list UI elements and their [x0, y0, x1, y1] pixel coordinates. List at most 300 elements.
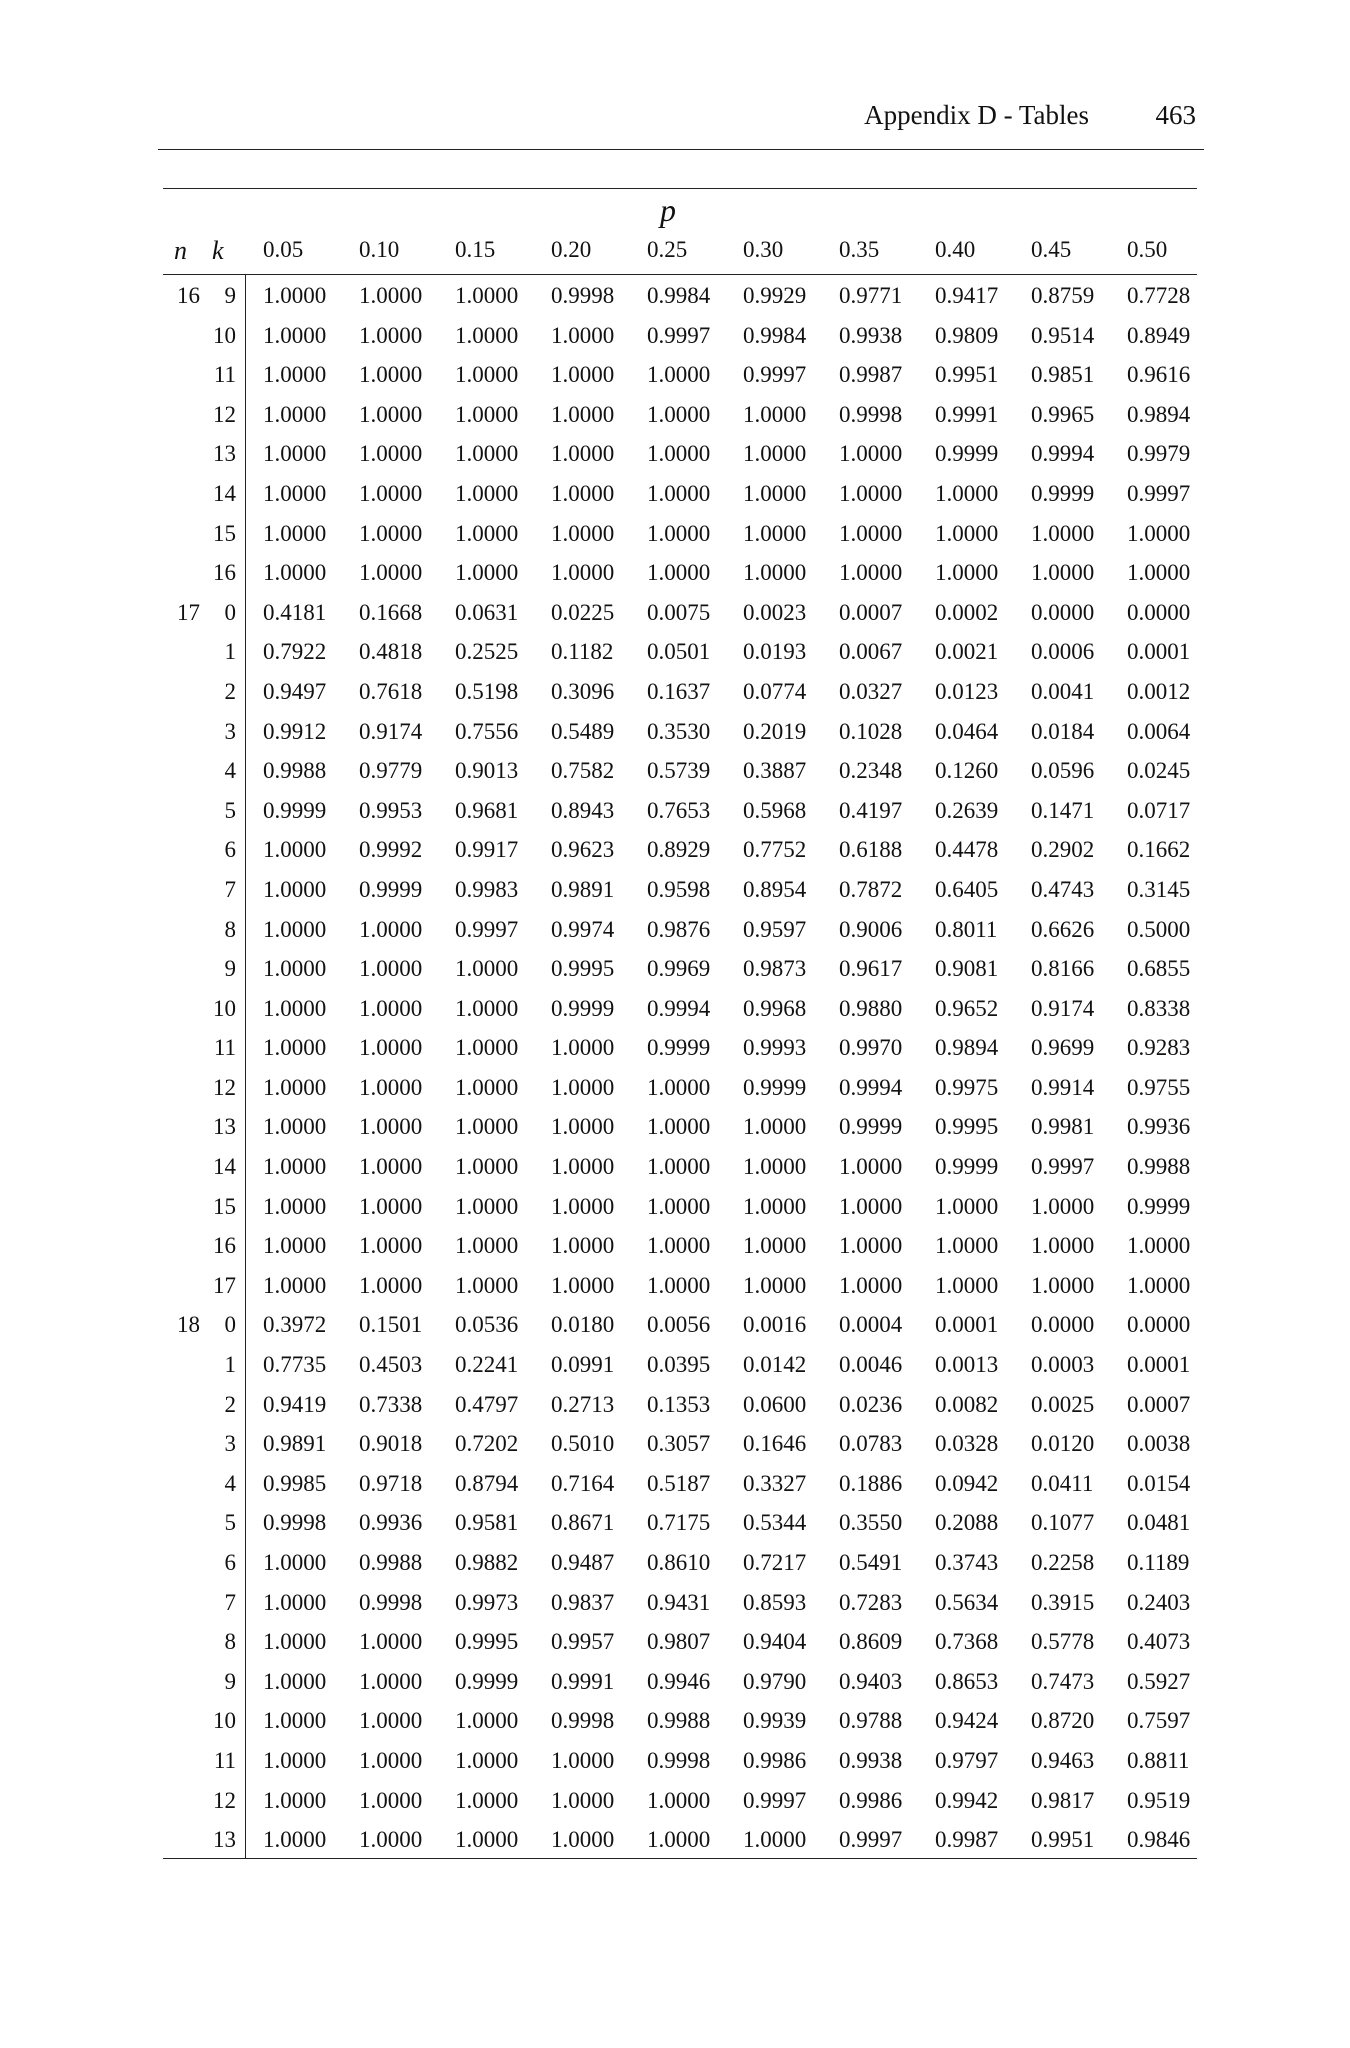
- probability-cell: 1.0000: [743, 1154, 807, 1180]
- probability-cell: 1.0000: [839, 1233, 903, 1259]
- probability-cell: 1.0000: [1127, 1272, 1191, 1298]
- probability-cell: 0.5968: [743, 797, 807, 823]
- table-row: [0, 1427, 1350, 1467]
- probability-cell: 0.4197: [839, 797, 903, 823]
- probability-cell: 0.9597: [743, 916, 807, 942]
- k-cell: 11: [213, 1035, 236, 1061]
- probability-cell: 0.8929: [647, 837, 711, 863]
- probability-cell: 1.0000: [551, 441, 615, 467]
- probability-cell: 1.0000: [455, 560, 519, 586]
- probability-cell: 1.0000: [455, 1827, 519, 1853]
- probability-cell: 1.0000: [359, 1629, 423, 1655]
- probability-cell: 0.9790: [743, 1668, 807, 1694]
- k-cell: 8: [224, 916, 236, 942]
- probability-cell: 0.9992: [359, 837, 423, 863]
- table-row: [0, 437, 1350, 477]
- probability-cell: 0.0025: [1031, 1391, 1095, 1417]
- probability-cell: 0.9809: [935, 322, 999, 348]
- p-header: 0.35: [839, 237, 880, 262]
- probability-cell: 1.0000: [647, 1233, 711, 1259]
- probability-cell: 0.9463: [1031, 1747, 1095, 1773]
- probability-cell: 1.0000: [743, 480, 807, 506]
- k-cell: 3: [224, 1431, 236, 1457]
- probability-cell: 0.9994: [1031, 441, 1095, 467]
- probability-cell: 1.0000: [839, 1154, 903, 1180]
- probability-cell: 0.3972: [263, 1312, 327, 1338]
- probability-cell: 0.4478: [935, 837, 999, 863]
- probability-cell: 0.0003: [1031, 1352, 1095, 1378]
- probability-cell: 0.9914: [1031, 1074, 1095, 1100]
- table-row: [0, 833, 1350, 873]
- probability-cell: 1.0000: [743, 560, 807, 586]
- probability-cell: 1.0000: [839, 520, 903, 546]
- probability-cell: 0.2019: [743, 718, 807, 744]
- probability-cell: 1.0000: [551, 1233, 615, 1259]
- probability-cell: 0.0225: [551, 599, 615, 625]
- table-row: [0, 1625, 1350, 1665]
- probability-cell: 1.0000: [551, 1272, 615, 1298]
- probability-cell: 0.9894: [935, 1035, 999, 1061]
- probability-cell: 0.0536: [455, 1312, 519, 1338]
- probability-cell: 1.0000: [263, 441, 327, 467]
- probability-cell: 1.0000: [647, 560, 711, 586]
- probability-cell: 0.9404: [743, 1629, 807, 1655]
- probability-cell: 0.0327: [839, 678, 903, 704]
- probability-cell: 0.9936: [1127, 1114, 1191, 1140]
- probability-cell: 0.7728: [1127, 283, 1191, 308]
- probability-cell: 0.9174: [1031, 995, 1095, 1021]
- probability-cell: 1.0000: [1031, 520, 1095, 546]
- probability-cell: 0.7217: [743, 1550, 807, 1575]
- probability-cell: 1.0000: [647, 520, 711, 546]
- table-bottom-rule: [163, 1858, 1197, 1859]
- probability-cell: 0.8671: [551, 1510, 615, 1536]
- probability-cell: 0.7164: [551, 1470, 615, 1496]
- probability-cell: 0.7202: [455, 1431, 519, 1457]
- probability-cell: 0.0041: [1031, 678, 1095, 704]
- probability-cell: 0.9957: [551, 1629, 615, 1655]
- table-row: [0, 1586, 1350, 1626]
- probability-cell: 0.9994: [647, 995, 711, 1021]
- probability-cell: 0.0001: [935, 1312, 999, 1338]
- probability-cell: 0.7618: [359, 678, 423, 704]
- probability-cell: 0.5927: [1127, 1668, 1191, 1694]
- probability-cell: 0.9973: [455, 1589, 519, 1615]
- probability-cell: 0.9997: [455, 916, 519, 942]
- probability-cell: 0.9807: [647, 1629, 711, 1655]
- probability-cell: 1.0000: [359, 441, 423, 467]
- probability-cell: 1.0000: [551, 1193, 615, 1219]
- probability-cell: 1.0000: [359, 916, 423, 942]
- probability-cell: 0.8011: [935, 916, 998, 942]
- probability-cell: 0.2902: [1031, 837, 1095, 863]
- table-row: [0, 1308, 1350, 1348]
- k-cell: 8: [224, 1629, 236, 1655]
- probability-cell: 1.0000: [359, 322, 423, 348]
- probability-cell: 0.9968: [743, 995, 807, 1021]
- probability-cell: 1.0000: [551, 1747, 615, 1773]
- probability-cell: 0.5489: [551, 718, 615, 744]
- table-row: [0, 1546, 1350, 1586]
- probability-cell: 1.0000: [263, 480, 327, 506]
- probability-cell: 0.3743: [935, 1550, 999, 1575]
- probability-cell: 1.0000: [455, 1074, 519, 1100]
- probability-cell: 0.9283: [1127, 1035, 1191, 1061]
- probability-cell: 1.0000: [263, 1233, 327, 1259]
- probability-cell: 0.7283: [839, 1589, 903, 1615]
- probability-cell: 0.9938: [839, 322, 903, 348]
- probability-cell: 0.9951: [935, 362, 999, 388]
- probability-cell: 0.8943: [551, 797, 615, 823]
- table-row: [0, 517, 1350, 557]
- probability-cell: 1.0000: [647, 1193, 711, 1219]
- probability-cell: 0.2348: [839, 758, 903, 784]
- probability-cell: 0.9424: [935, 1708, 999, 1734]
- probability-cell: 0.9652: [935, 995, 999, 1021]
- probability-cell: 1.0000: [359, 1233, 423, 1259]
- probability-cell: 0.1260: [935, 758, 999, 784]
- probability-cell: 1.0000: [455, 1035, 519, 1061]
- probability-cell: 0.9938: [839, 1747, 903, 1773]
- probability-cell: 1.0000: [551, 1827, 615, 1853]
- probability-cell: 0.9519: [1127, 1787, 1191, 1813]
- page-number: 463: [1155, 100, 1196, 130]
- k-cell: 13: [213, 1114, 236, 1140]
- probability-cell: 0.0016: [743, 1312, 807, 1338]
- probability-cell: 0.4743: [1031, 876, 1095, 902]
- probability-cell: 1.0000: [647, 1114, 711, 1140]
- probability-cell: 1.0000: [455, 1747, 519, 1773]
- probability-cell: 0.0082: [935, 1391, 999, 1417]
- probability-cell: 0.9988: [263, 758, 327, 784]
- k-cell: 7: [224, 876, 236, 902]
- probability-cell: 0.1077: [1031, 1510, 1095, 1536]
- probability-cell: 1.0000: [263, 283, 327, 308]
- probability-cell: 0.6405: [935, 876, 999, 902]
- probability-cell: 1.0000: [455, 480, 519, 506]
- k-cell: 0: [224, 1312, 236, 1338]
- p-header: 0.15: [455, 237, 496, 262]
- probability-cell: 0.9970: [839, 1035, 903, 1061]
- p-header: 0.25: [647, 237, 688, 262]
- probability-cell: 0.3915: [1031, 1589, 1095, 1615]
- probability-cell: 1.0000: [839, 560, 903, 586]
- probability-cell: 0.9936: [359, 1510, 423, 1536]
- k-header: k: [212, 236, 224, 265]
- probability-cell: 0.8811: [1127, 1747, 1190, 1773]
- n-cell: 17: [177, 599, 200, 625]
- table-row: [0, 1031, 1350, 1071]
- probability-cell: 0.1471: [1031, 797, 1095, 823]
- probability-cell: 0.0004: [839, 1312, 903, 1338]
- probability-cell: 0.0481: [1127, 1510, 1191, 1536]
- probability-cell: 0.0046: [839, 1352, 903, 1378]
- probability-cell: 0.9999: [935, 1154, 999, 1180]
- probability-cell: 1.0000: [935, 560, 999, 586]
- probability-cell: 0.0007: [839, 599, 903, 625]
- probability-cell: 1.0000: [551, 560, 615, 586]
- probability-cell: 1.0000: [263, 1154, 327, 1180]
- probability-cell: 0.9817: [1031, 1787, 1095, 1813]
- probability-cell: 0.9997: [839, 1827, 903, 1853]
- probability-cell: 0.7175: [647, 1510, 711, 1536]
- probability-cell: 0.9718: [359, 1470, 423, 1496]
- table-body: [0, 279, 1350, 1863]
- probability-cell: 1.0000: [455, 956, 519, 982]
- p-header: 0.50: [1127, 237, 1168, 262]
- probability-cell: 1.0000: [359, 1708, 423, 1734]
- probability-cell: 1.0000: [551, 1035, 615, 1061]
- probability-cell: 0.9699: [1031, 1035, 1095, 1061]
- table-row: [0, 675, 1350, 715]
- probability-cell: 0.9497: [263, 678, 327, 704]
- probability-cell: 0.9174: [359, 718, 423, 744]
- probability-cell: 1.0000: [647, 1272, 711, 1298]
- probability-cell: 0.9999: [1031, 480, 1095, 506]
- p-header: 0.45: [1031, 237, 1072, 262]
- probability-cell: 0.1662: [1127, 837, 1191, 863]
- probability-cell: 0.9984: [743, 322, 807, 348]
- probability-cell: 1.0000: [359, 520, 423, 546]
- probability-cell: 0.0783: [839, 1431, 903, 1457]
- page-header: [158, 96, 1204, 136]
- k-cell: 11: [213, 362, 236, 388]
- probability-cell: 0.6188: [839, 837, 903, 863]
- header-divider-rule: [163, 274, 1197, 275]
- probability-cell: 1.0000: [263, 995, 327, 1021]
- probability-cell: 1.0000: [359, 995, 423, 1021]
- probability-cell: 0.0328: [935, 1431, 999, 1457]
- probability-cell: 0.9999: [743, 1074, 807, 1100]
- probability-cell: 1.0000: [935, 1272, 999, 1298]
- probability-cell: 0.7872: [839, 876, 903, 902]
- probability-cell: 0.0002: [935, 599, 999, 625]
- p-header: 0.40: [935, 237, 976, 262]
- probability-cell: 0.9999: [935, 441, 999, 467]
- k-cell: 6: [224, 1550, 236, 1575]
- probability-cell: 0.9581: [455, 1510, 519, 1536]
- k-cell: 12: [213, 1787, 236, 1813]
- probability-cell: 1.0000: [359, 283, 423, 308]
- probability-cell: 1.0000: [1127, 520, 1191, 546]
- probability-cell: 0.5000: [1127, 916, 1191, 942]
- probability-cell: 0.3096: [551, 678, 615, 704]
- probability-cell: 0.0000: [1031, 1312, 1095, 1338]
- probability-cell: 0.0000: [1127, 1312, 1191, 1338]
- probability-cell: 0.9797: [935, 1747, 999, 1773]
- table-row: [0, 1071, 1350, 1111]
- probability-cell: 0.9986: [743, 1747, 807, 1773]
- probability-cell: 0.9997: [1031, 1154, 1095, 1180]
- probability-cell: 1.0000: [839, 480, 903, 506]
- probability-cell: 1.0000: [743, 1233, 807, 1259]
- probability-cell: 1.0000: [455, 1114, 519, 1140]
- probability-cell: 0.7368: [935, 1629, 999, 1655]
- probability-cell: 0.5344: [743, 1510, 807, 1536]
- probability-cell: 0.9999: [839, 1114, 903, 1140]
- probability-cell: 0.0180: [551, 1312, 615, 1338]
- table-row: [0, 1784, 1350, 1824]
- k-cell: 1: [224, 639, 236, 665]
- probability-cell: 0.2241: [455, 1352, 519, 1378]
- probability-cell: 0.4818: [359, 639, 423, 665]
- probability-cell: 0.0064: [1127, 718, 1191, 744]
- k-cell: 13: [213, 1827, 236, 1853]
- probability-cell: 0.9987: [935, 1827, 999, 1853]
- probability-cell: 0.9942: [935, 1787, 999, 1813]
- table-row: [0, 1150, 1350, 1190]
- probability-cell: 0.9995: [455, 1629, 519, 1655]
- probability-cell: 0.9991: [551, 1668, 615, 1694]
- n-cell: 16: [177, 283, 200, 308]
- probability-cell: 1.0000: [359, 1668, 423, 1694]
- table-row: [0, 596, 1350, 636]
- probability-cell: 1.0000: [455, 441, 519, 467]
- p-header: 0.20: [551, 237, 592, 262]
- probability-cell: 0.8610: [647, 1550, 711, 1575]
- p-header: 0.10: [359, 237, 400, 262]
- probability-cell: 1.0000: [263, 1035, 327, 1061]
- probability-cell: 0.3550: [839, 1510, 903, 1536]
- probability-cell: 1.0000: [359, 1114, 423, 1140]
- probability-cell: 1.0000: [359, 560, 423, 586]
- probability-cell: 0.0007: [1127, 1391, 1191, 1417]
- table-row: [0, 1823, 1350, 1863]
- probability-cell: 1.0000: [359, 1074, 423, 1100]
- probability-cell: 0.1501: [359, 1312, 423, 1338]
- probability-cell: 1.0000: [263, 1747, 327, 1773]
- probability-cell: 1.0000: [263, 1827, 327, 1853]
- k-cell: 9: [224, 956, 236, 982]
- probability-cell: 1.0000: [263, 1589, 327, 1615]
- k-cell: 2: [224, 1391, 236, 1417]
- probability-cell: 0.7752: [743, 837, 807, 863]
- probability-cell: 0.0021: [935, 639, 999, 665]
- probability-cell: 0.0464: [935, 718, 999, 744]
- table-row: [0, 952, 1350, 992]
- probability-cell: 0.9487: [551, 1550, 615, 1575]
- probability-cell: 0.9623: [551, 837, 615, 863]
- p-header: 0.05: [263, 237, 304, 262]
- probability-cell: 0.0596: [1031, 758, 1095, 784]
- probability-cell: 0.0001: [1127, 639, 1191, 665]
- probability-cell: 0.9681: [455, 797, 519, 823]
- k-cell: 10: [213, 995, 236, 1021]
- probability-cell: 0.1189: [1127, 1550, 1190, 1575]
- probability-cell: 1.0000: [359, 1747, 423, 1773]
- k-cell: 9: [224, 1668, 236, 1694]
- probability-cell: 1.0000: [455, 1708, 519, 1734]
- probability-cell: 1.0000: [263, 876, 327, 902]
- probability-cell: 0.8593: [743, 1589, 807, 1615]
- probability-cell: 0.1182: [551, 639, 614, 665]
- probability-cell: 0.9006: [839, 916, 903, 942]
- probability-cell: 0.2088: [935, 1510, 999, 1536]
- probability-cell: 1.0000: [839, 1272, 903, 1298]
- header-rule: [158, 149, 1204, 150]
- probability-cell: 0.9617: [839, 956, 903, 982]
- probability-cell: 0.6855: [1127, 956, 1191, 982]
- probability-cell: 0.9417: [935, 283, 999, 308]
- probability-cell: 0.0067: [839, 639, 903, 665]
- probability-cell: 0.9616: [1127, 362, 1191, 388]
- k-cell: 10: [213, 1708, 236, 1734]
- probability-cell: 1.0000: [1127, 560, 1191, 586]
- probability-cell: 1.0000: [551, 1074, 615, 1100]
- probability-cell: 1.0000: [263, 322, 327, 348]
- probability-cell: 1.0000: [455, 283, 519, 308]
- table-row: [0, 1665, 1350, 1705]
- probability-cell: 0.1028: [839, 718, 903, 744]
- probability-cell: 0.0013: [935, 1352, 999, 1378]
- probability-cell: 1.0000: [1031, 1233, 1095, 1259]
- probability-cell: 0.9876: [647, 916, 711, 942]
- probability-cell: 0.7556: [455, 718, 519, 744]
- probability-cell: 0.9998: [263, 1510, 327, 1536]
- probability-cell: 0.9081: [935, 956, 999, 982]
- k-cell: 14: [213, 480, 236, 506]
- probability-cell: 1.0000: [647, 1827, 711, 1853]
- table-row: [0, 1467, 1350, 1507]
- n-header: n: [174, 236, 187, 265]
- probability-cell: 0.9998: [839, 401, 903, 427]
- probability-cell: 1.0000: [935, 520, 999, 546]
- probability-cell: 0.9873: [743, 956, 807, 982]
- probability-cell: 0.3145: [1127, 876, 1191, 902]
- probability-cell: 1.0000: [551, 362, 615, 388]
- probability-cell: 0.9846: [1127, 1827, 1191, 1853]
- k-cell: 14: [213, 1154, 236, 1180]
- probability-cell: 0.9993: [743, 1035, 807, 1061]
- probability-cell: 0.9894: [1127, 401, 1191, 427]
- probability-cell: 1.0000: [263, 1114, 327, 1140]
- probability-cell: 0.9998: [551, 1708, 615, 1734]
- probability-cell: 1.0000: [455, 362, 519, 388]
- probability-cell: 1.0000: [839, 441, 903, 467]
- k-cell: 3: [224, 718, 236, 744]
- k-cell: 5: [224, 797, 236, 823]
- k-cell: 9: [224, 283, 236, 308]
- probability-cell: 1.0000: [647, 362, 711, 388]
- probability-cell: 0.1637: [647, 678, 711, 704]
- probability-cell: 1.0000: [263, 362, 327, 388]
- probability-cell: 0.5634: [935, 1589, 999, 1615]
- table-row: [0, 913, 1350, 953]
- probability-cell: 0.9988: [359, 1550, 423, 1575]
- probability-cell: 0.0600: [743, 1391, 807, 1417]
- probability-cell: 1.0000: [1127, 1233, 1191, 1259]
- k-cell: 1: [224, 1352, 236, 1378]
- probability-cell: 0.9912: [263, 718, 327, 744]
- probability-cell: 0.0942: [935, 1470, 999, 1496]
- probability-cell: 1.0000: [263, 1629, 327, 1655]
- probability-cell: 1.0000: [263, 1550, 327, 1575]
- probability-cell: 0.9999: [1127, 1193, 1191, 1219]
- probability-cell: 1.0000: [359, 956, 423, 982]
- probability-cell: 1.0000: [263, 1708, 327, 1734]
- probability-cell: 1.0000: [455, 995, 519, 1021]
- k-cell: 16: [213, 560, 236, 586]
- probability-cell: 1.0000: [647, 480, 711, 506]
- probability-cell: 1.0000: [263, 956, 327, 982]
- probability-cell: 0.9975: [935, 1074, 999, 1100]
- running-title: Appendix D - Tables: [864, 100, 1089, 130]
- probability-cell: 0.8954: [743, 876, 807, 902]
- probability-cell: 0.1886: [839, 1470, 903, 1496]
- k-cell: 15: [213, 520, 236, 546]
- probability-cell: 0.9997: [1127, 480, 1191, 506]
- probability-cell: 0.1668: [359, 599, 423, 625]
